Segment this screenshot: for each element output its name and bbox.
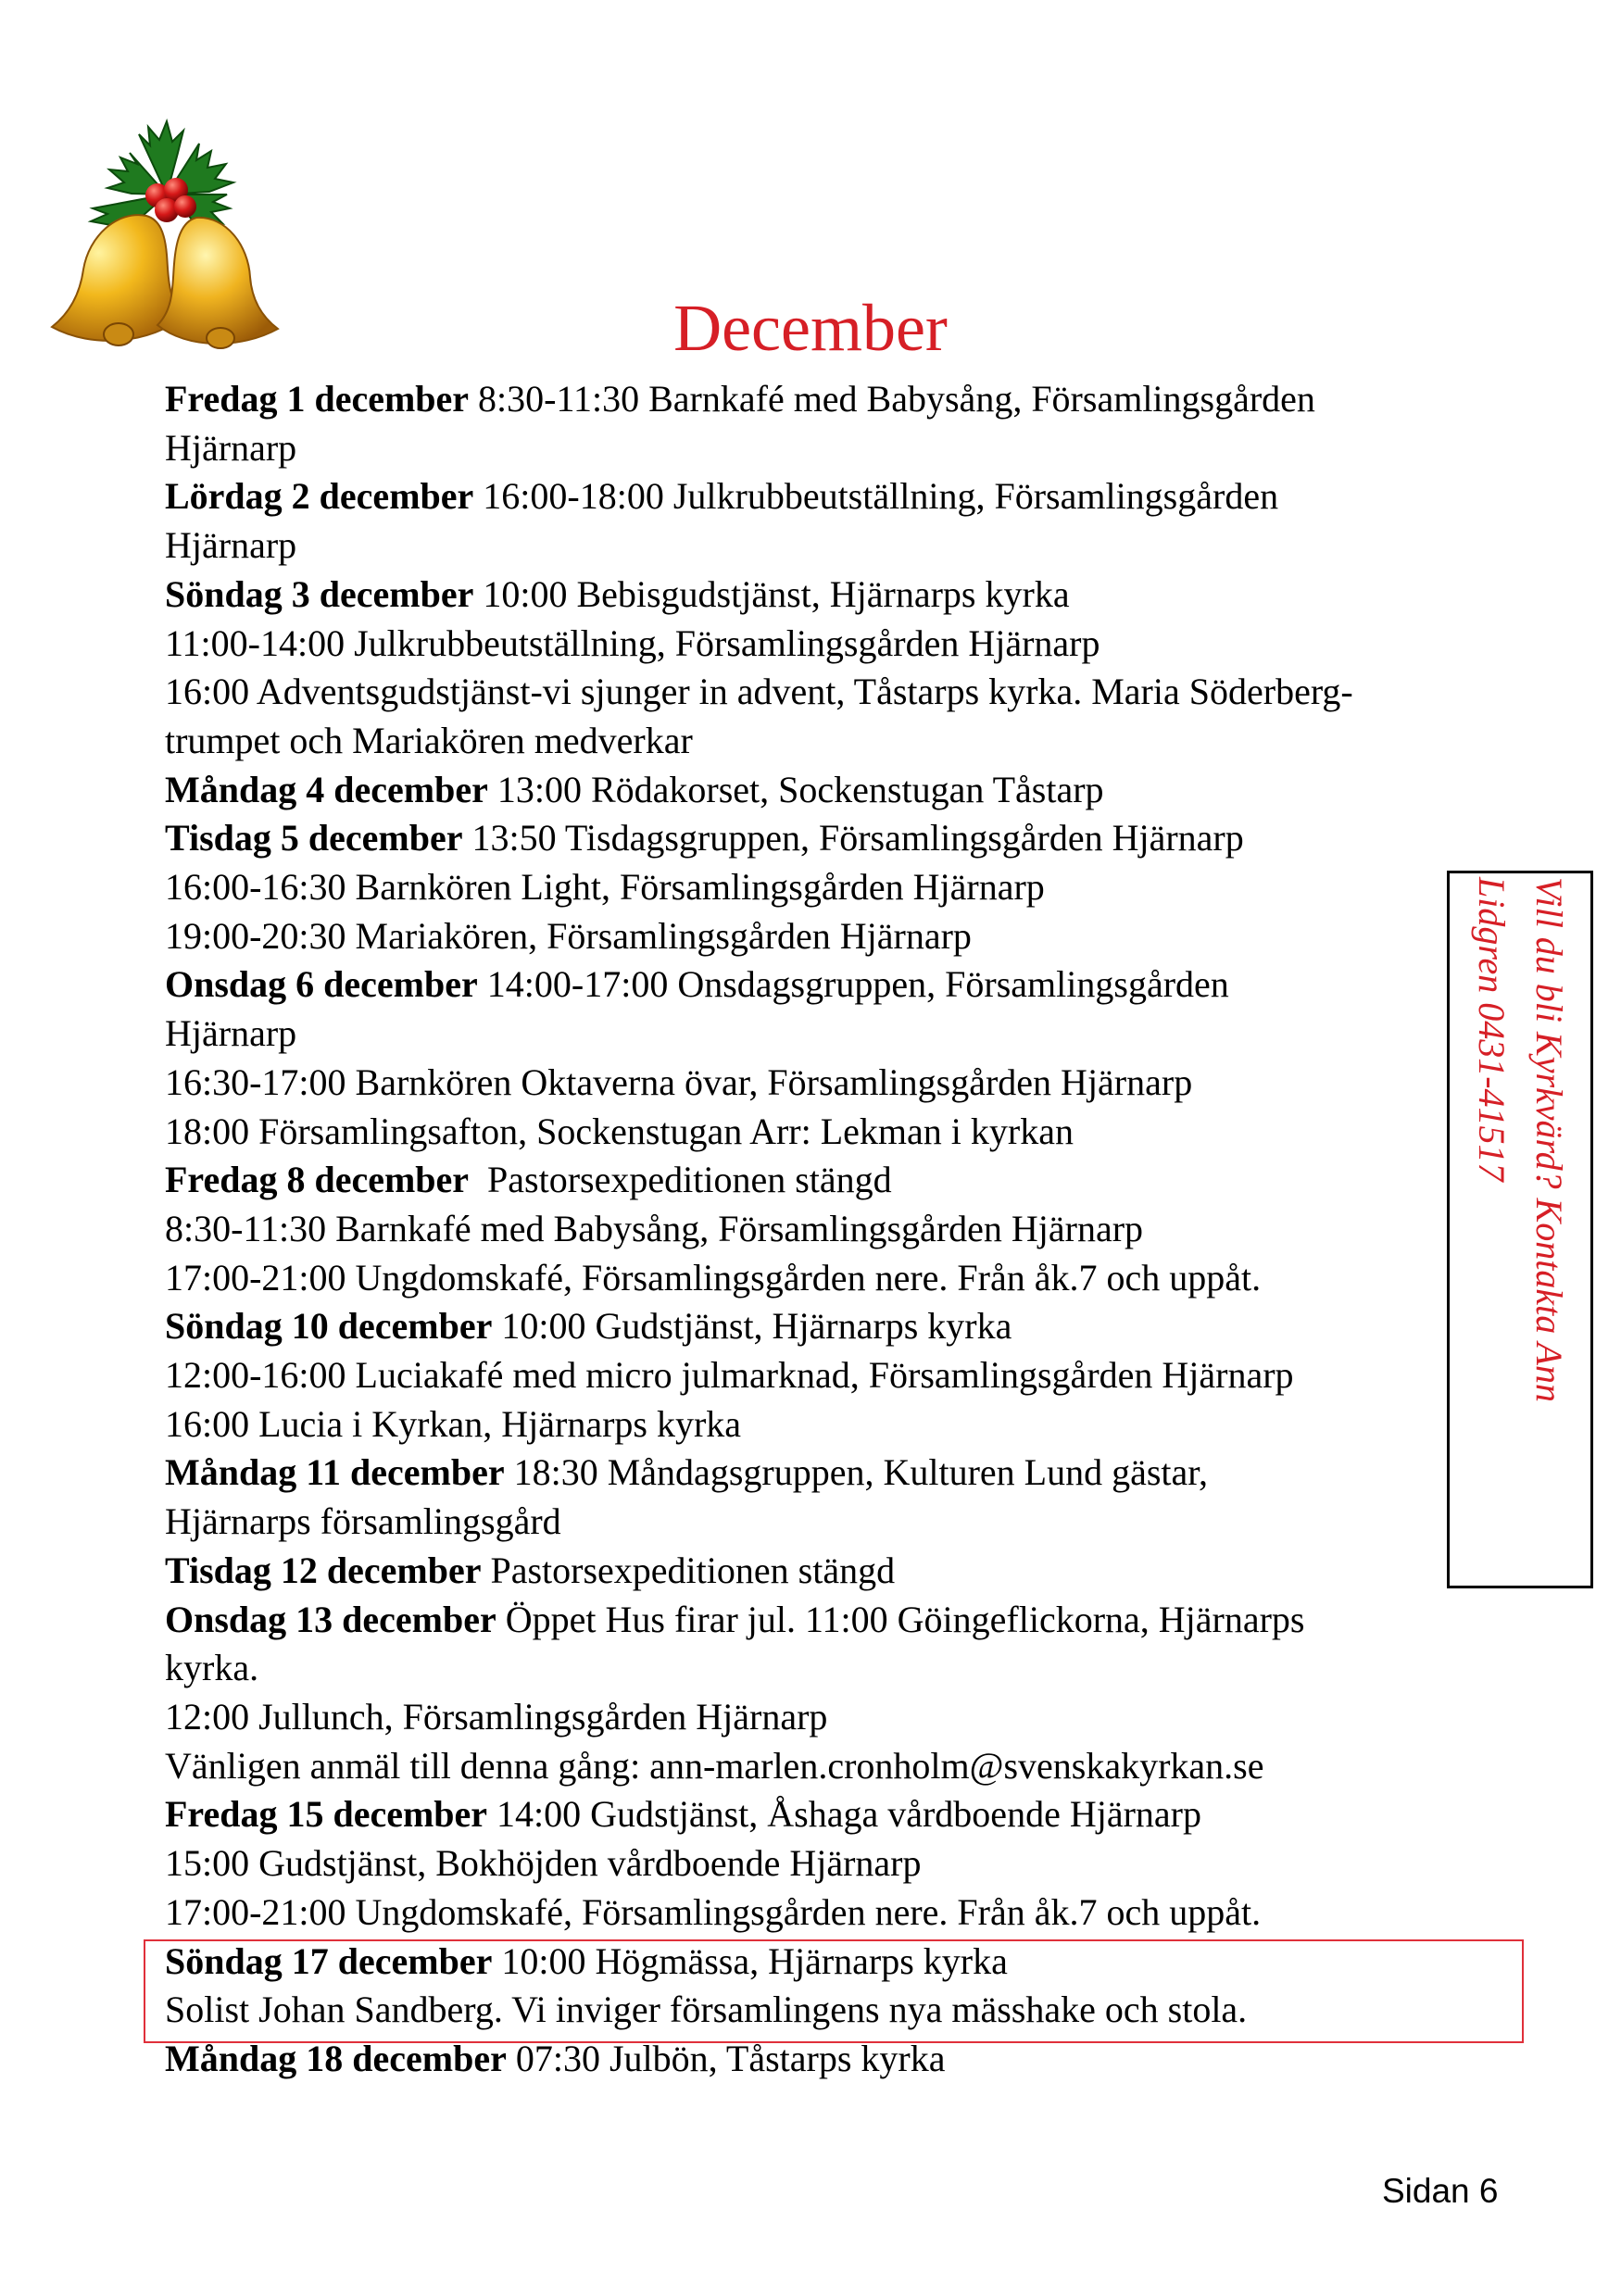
event-day: Onsdag 6 december — [165, 963, 478, 1006]
event-text: 12:00 Jullunch, Församlingsgården Hjärnarp — [165, 1695, 828, 1738]
event-text: 11:00-14:00 Julkrubbeutställning, Församlingsgården Hjärnarp — [165, 621, 1100, 664]
event-day: Fredag 15 december — [165, 1793, 488, 1836]
event-line — [165, 1254, 1480, 1303]
event-text: 17:00-21:00 Ungdomskafé, Församlingsgården nere. Från åk.7 och uppåt. — [165, 1890, 1262, 1933]
event-line — [165, 1839, 1480, 1888]
event-line — [165, 571, 1480, 620]
event-line — [165, 960, 1480, 1010]
event-line — [165, 814, 1480, 863]
event-line — [165, 1205, 1480, 1254]
page-number: Sidan 6 — [1382, 2172, 1499, 2210]
event-line — [165, 1351, 1480, 1400]
event-text: kyrka. — [165, 1647, 259, 1689]
event-day: Söndag 3 december — [165, 572, 474, 615]
event-line — [165, 1400, 1480, 1449]
event-line — [165, 1644, 1480, 1693]
event-text: Vänligen anmäl till denna gång: ann-marlen.cronholm@svenskakyrkan.se — [165, 1744, 1264, 1787]
event-day: Måndag 4 december — [165, 768, 488, 810]
event-line — [165, 668, 1480, 717]
highlight-box — [144, 1939, 1524, 2043]
event-line — [165, 1693, 1480, 1742]
event-day: Måndag 18 december — [165, 2037, 507, 2079]
event-day: Söndag 17 december — [165, 1939, 493, 1982]
event-line — [165, 375, 1480, 424]
event-day: Fredag 8 december — [165, 1159, 470, 1201]
event-line — [165, 1156, 1480, 1205]
event-line — [165, 1596, 1480, 1645]
event-line — [165, 717, 1480, 766]
event-line — [165, 912, 1480, 961]
event-text: 10:00 Bebisgudstjänst, Hjärnarps kyrka — [473, 572, 1070, 615]
event-day: Måndag 11 december — [165, 1451, 505, 1494]
event-text: 8:30-11:30 Barnkafé med Babysång, Församlingsgården Hjärnarp — [165, 1207, 1144, 1249]
event-text: Pastorsexpeditionen stängd — [469, 1159, 892, 1201]
event-text: 16:00-16:30 Barnkören Light, Församlingsgården Hjärnarp — [165, 866, 1045, 909]
event-text: 13:00 Rödakorset, Sockenstugan Tåstarp — [487, 768, 1104, 810]
event-line — [165, 1498, 1480, 1547]
event-line — [165, 472, 1480, 521]
sidebox-line-2: Lidgren 0431-41517 — [1471, 877, 1513, 1182]
event-line — [165, 1108, 1480, 1157]
event-line — [165, 1742, 1480, 1791]
event-day: Fredag 1 december — [165, 378, 470, 420]
event-text: Hjärnarp — [165, 426, 297, 469]
event-text: 14:00-17:00 Onsdagsgruppen, Församlingsgården — [477, 963, 1229, 1006]
event-line — [165, 1010, 1480, 1059]
event-day: Tisdag 12 december — [165, 1549, 482, 1591]
event-text: 14:00 Gudstjänst, Åshaga vårdboende Hjärnarp — [487, 1793, 1201, 1836]
event-line — [165, 1059, 1480, 1108]
event-text: trumpet och Mariakören medverkar — [165, 719, 693, 761]
event-text: 15:00 Gudstjänst, Bokhöjden vårdboende Hjärnarp — [165, 1842, 922, 1885]
event-text: Hjärnarp — [165, 524, 297, 567]
event-text: 07:30 Julbön, Tåstarps kyrka — [506, 2037, 946, 2079]
event-line — [165, 424, 1480, 473]
event-day: Lördag 2 december — [165, 475, 474, 518]
event-text: 18:00 Församlingsafton, Sockenstugan Arr: Lekman i kyrkan — [165, 1110, 1074, 1152]
event-text: 18:30 Måndagsgruppen, Kulturen Lund gästar, — [504, 1451, 1208, 1494]
event-text: Hjärnarp — [165, 1012, 297, 1055]
event-line — [165, 1449, 1480, 1498]
event-text: 16:00 Adventsgudstjänst-vi sjunger in advent, Tåstarps kyrka. Maria Söderberg- — [165, 671, 1353, 713]
event-line — [165, 863, 1480, 912]
event-text: 12:00-16:00 Luciakafé med micro julmarknad, Församlingsgården Hjärnarp — [165, 1354, 1294, 1397]
event-line — [165, 1302, 1480, 1351]
event-day: Onsdag 13 december — [165, 1598, 496, 1640]
event-line — [165, 1888, 1480, 1938]
event-day: Tisdag 5 december — [165, 817, 463, 859]
event-line — [165, 521, 1480, 571]
event-text: 10:00 Gudstjänst, Hjärnarps kyrka — [492, 1305, 1012, 1348]
event-text: 16:00-18:00 Julkrubbeutställning, Församlingsgården — [473, 475, 1279, 518]
event-text: 16:00 Lucia i Kyrkan, Hjärnarps kyrka — [165, 1402, 742, 1445]
event-text: 16:30-17:00 Barnkören Oktaverna övar, Församlingsgården Hjärnarp — [165, 1060, 1193, 1103]
event-text: 10:00 Högmässa, Hjärnarps kyrka — [492, 1939, 1008, 1982]
event-line — [165, 766, 1480, 815]
kyrkvard-contact-text — [1463, 877, 1577, 1581]
event-list — [165, 375, 1480, 2084]
event-text: Pastorsexpeditionen stängd — [481, 1549, 896, 1591]
event-text: 19:00-20:30 Mariakören, Församlingsgården Hjärnarp — [165, 914, 972, 957]
event-text: 8:30-11:30 Barnkafé med Babysång, Församlingsgården — [469, 378, 1315, 420]
event-text: Öppet Hus firar jul. 11:00 Göingeflickorna, Hjärnarps — [496, 1598, 1305, 1640]
page-title: December — [673, 291, 948, 365]
event-text: 17:00-21:00 Ungdomskafé, Församlingsgården nere. Från åk.7 och uppåt. — [165, 1256, 1262, 1299]
event-line — [165, 1547, 1480, 1596]
event-line — [165, 620, 1480, 669]
event-day: Söndag 10 december — [165, 1305, 493, 1348]
event-text: Hjärnarps församlingsgård — [165, 1500, 561, 1543]
event-text: 13:50 Tisdagsgruppen, Församlingsgården Hjärnarp — [462, 817, 1244, 859]
sidebox-line-1: Vill du bli Kyrkvärd? Kontakta Ann — [1528, 877, 1570, 1402]
event-line — [165, 1790, 1480, 1839]
event-text: Solist Johan Sandberg. Vi inviger församlingens nya mässhake och stola. — [165, 1989, 1248, 2031]
